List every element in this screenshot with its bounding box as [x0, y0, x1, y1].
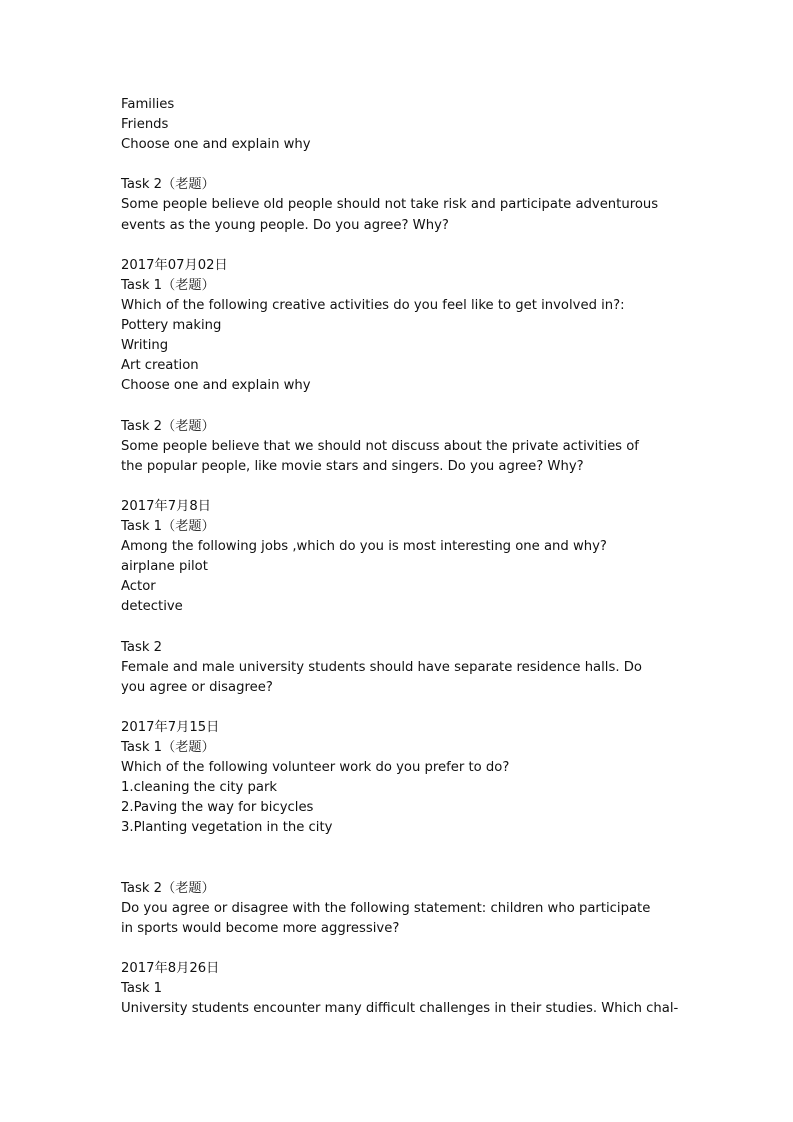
date-heading: 2017年8月26日 — [121, 961, 220, 977]
option-item: 1.cleaning the city park — [121, 780, 278, 796]
option-friends: Friends — [121, 117, 169, 133]
task-question: Among the following jobs ,which do you is most interesting one and why? — [121, 539, 607, 555]
date-heading: 2017年07月02日 — [121, 257, 228, 273]
task-heading: Task 1（老题） — [121, 740, 215, 755]
option-item: airplane pilot — [121, 559, 208, 575]
task-question: Which of the following creative activities do you feel like to get involved in?: — [121, 297, 625, 313]
option-item: Actor — [121, 579, 156, 595]
task-question: Which of the following volunteer work do you prefer to do? — [121, 760, 510, 776]
date-heading: 2017年7月8日 — [121, 498, 211, 514]
option-item: Art creation — [121, 358, 199, 374]
task-question: Some people believe that we should not discuss about the private activities of the popular people, like movie stars and singers. Do you agree? Why? — [121, 438, 639, 474]
option-item: detective — [121, 599, 183, 615]
task-question: Do you agree or disagree with the following statement: children who participate in sports would become more aggressive? — [121, 900, 651, 936]
task-question: Some people believe old people should not take risk and participate adventurous events as the young people. Do you agree? Why? — [121, 197, 659, 233]
task-question: University students encounter many difficult challenges in their studies. Which chal- — [121, 1001, 679, 1017]
option-item: Pottery making — [121, 318, 222, 334]
option-item: 3.Planting vegetation in the city — [121, 820, 333, 836]
date-heading: 2017年7月15日 — [121, 719, 220, 735]
task-heading: Task 2 — [121, 639, 163, 655]
task-heading: Task 2（老题） — [121, 418, 215, 434]
task-heading: Task 2（老题） — [121, 880, 215, 896]
option-families: Families — [121, 97, 175, 112]
option-item: 2.Paving the way for bicycles — [121, 800, 314, 816]
instruction: Choose one and explain why — [121, 137, 311, 153]
task-heading: Task 2（老题） — [121, 177, 215, 193]
document-page — [121, 95, 679, 1019]
task-heading: Task 1 — [121, 981, 163, 997]
instruction: Choose one and explain why — [121, 378, 311, 394]
task-heading: Task 1（老题） — [121, 518, 215, 534]
task-heading: Task 1（老题） — [121, 277, 215, 293]
option-item: Writing — [121, 338, 169, 354]
task-question: Female and male university students should have separate residence halls. Do you agree or disagree? — [121, 659, 642, 695]
